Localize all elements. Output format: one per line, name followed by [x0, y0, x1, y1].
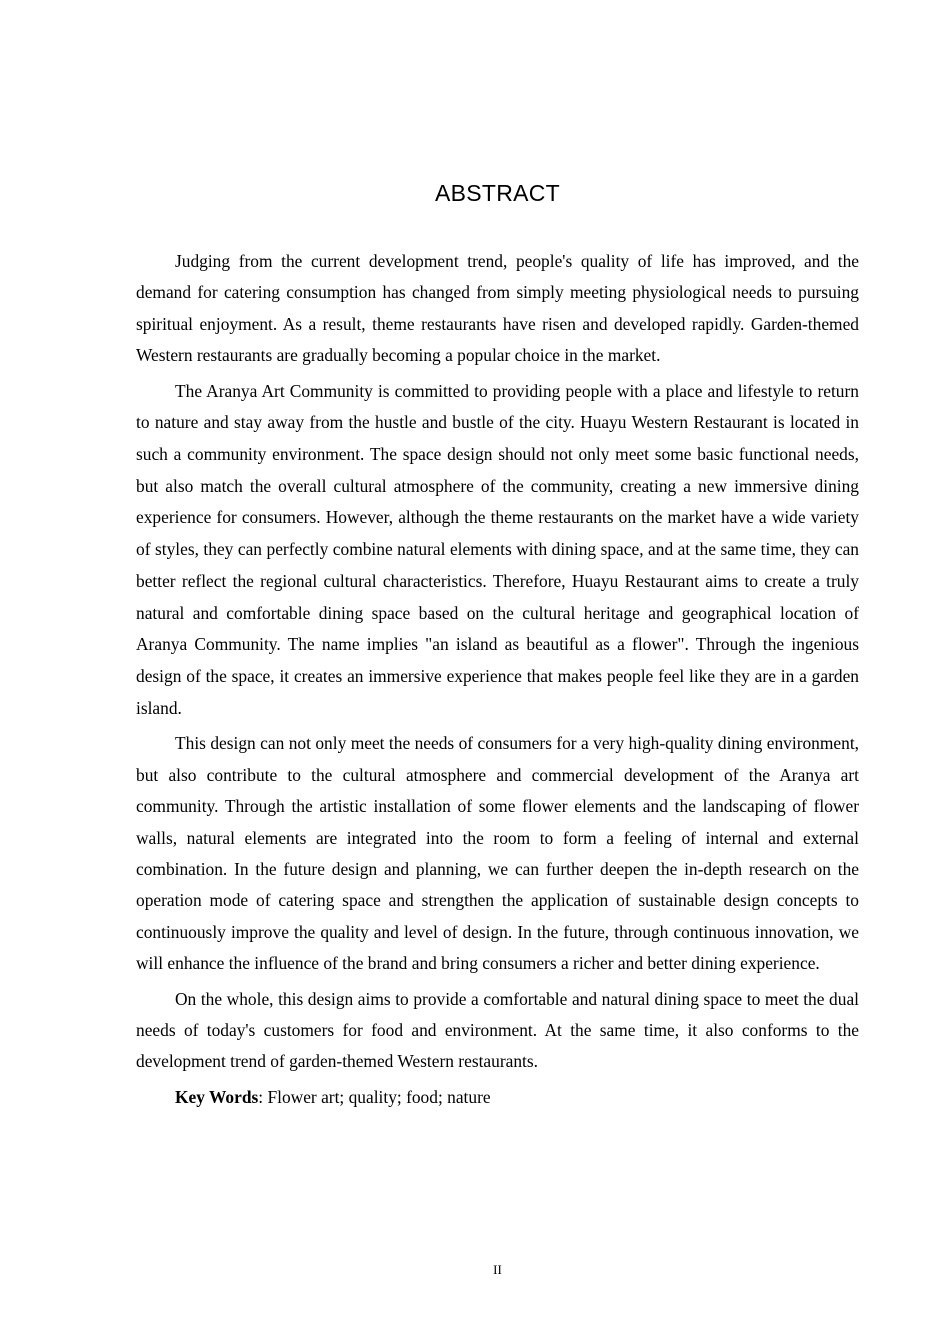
page-number: II — [493, 1262, 502, 1277]
keywords-separator: : — [258, 1086, 268, 1107]
abstract-paragraph-4: On the whole, this design aims to provide a comfortable and natural dining space to meet the dual needs of today's customers for food and environment. At the same time, it also conforms to the development trend of garden-themed Western restaurants. — [136, 988, 859, 1072]
keywords-line — [136, 1082, 859, 1113]
abstract-paragraph-2: The Aranya Art Community is committed to providing people with a place and lifestyle to return to nature and stay away from the hustle and bustle of the city. Huayu Western Restaurant is located in such a community environment. The space design should not only meet some basic functional needs, but also match the overall cultural atmosphere of the community, creating a new immersive dining experience for consumers. However, although the theme restaurants on the market have a wide variety of styles, they can perfectly combine natural elements with dining space, and at the same time, they can better reflect the regional cultural characteristics. Therefore, Huayu Restaurant aims to create a truly natural and comfortable dining space based on the cultural heritage and geographical location of Aranya Community. The name implies "an island as beautiful as a flower". Through the ingenious design of the space, it creates an immersive experience that makes people feel like they are in a garden island. — [136, 380, 859, 718]
abstract-paragraph-1: Judging from the current development trend, people's quality of life has improved, and the demand for catering consumption has changed from simply meeting physiological needs to pursuing spiritual enjoyment. As a result, theme restaurants have risen and developed rapidly. Garden-themed Western restaurants are gradually becoming a popular choice in the market. — [136, 251, 859, 366]
keywords-label: Key Words — [175, 1086, 259, 1107]
abstract-title: ABSTRACT — [434, 180, 561, 206]
keywords-value: Flower art; quality; food; nature — [267, 1086, 491, 1107]
abstract-paragraph-3: This design can not only meet the needs of consumers for a very high-quality dining environment, but also contribute to the cultural atmosphere and commercial development of the Aranya art community. Through the artistic installation of some flower elements and the landscaping of flower walls, natural elements are integrated into the room to form a feeling of internal and external combination. In the future design and planning, we can further deepen the in-depth research on the operation mode of catering space and strengthen the application of sustainable design concepts to continuously improve the quality and level of design. In the future, through continuous innovation, we will enhance the influence of the brand and bring consumers a richer and better dining experience. — [136, 733, 859, 974]
abstract-body — [136, 246, 859, 1113]
